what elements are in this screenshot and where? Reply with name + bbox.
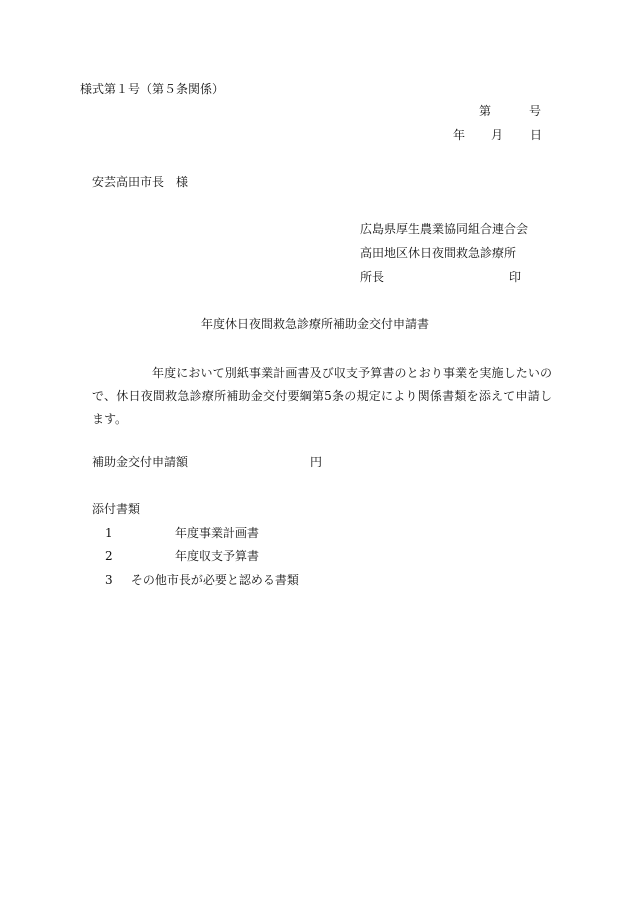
attachment-text: その他市長が必要と認める書類 bbox=[130, 573, 299, 587]
attachment-number: 1 bbox=[105, 526, 113, 540]
number-label-go: 号 bbox=[529, 104, 542, 118]
attachment-text: 年度収支予算書 bbox=[175, 549, 260, 563]
date-month: 月 bbox=[491, 128, 504, 142]
form-number: 様式第１号（第５条関係） bbox=[80, 82, 225, 96]
sender-organization: 広島県厚生農業協同組合連合会 bbox=[360, 222, 529, 236]
date-year: 年 bbox=[453, 128, 466, 142]
amount-label: 補助金交付申請額 bbox=[92, 455, 189, 469]
amount-unit: 円 bbox=[310, 455, 323, 469]
attachment-item bbox=[105, 526, 260, 540]
sender-title-line bbox=[360, 271, 528, 295]
attachment-item bbox=[105, 574, 299, 586]
body-paragraph: 年度において別紙事業計画書及び収支予算書のとおり事業を実施したいので、休日夜間救急診療所補助金交付要綱第5条の規定により関係書類を添えて申請します。 bbox=[92, 366, 552, 426]
seal-mark: 印 bbox=[509, 270, 522, 284]
addressee: 安芸高田市長 様 bbox=[92, 175, 189, 189]
document-date-line bbox=[453, 128, 543, 142]
attachment-number: 2 bbox=[105, 549, 113, 563]
document-title: 年度休日夜間救急診療所補助金交付申請書 bbox=[200, 317, 429, 331]
attachment-number: 3 bbox=[105, 573, 113, 587]
number-label-dai: 第 bbox=[479, 104, 492, 118]
date-day: 日 bbox=[530, 128, 543, 142]
sender-title: 所長 bbox=[360, 270, 385, 284]
sender-block bbox=[360, 223, 528, 295]
document-number-line bbox=[479, 104, 542, 118]
attachments-heading: 添付書類 bbox=[92, 502, 141, 516]
attachment-text: 年度事業計画書 bbox=[175, 526, 260, 540]
amount-line bbox=[92, 455, 323, 469]
attachment-item bbox=[105, 549, 260, 563]
sender-facility: 高田地区休日夜間救急診療所 bbox=[360, 246, 517, 260]
